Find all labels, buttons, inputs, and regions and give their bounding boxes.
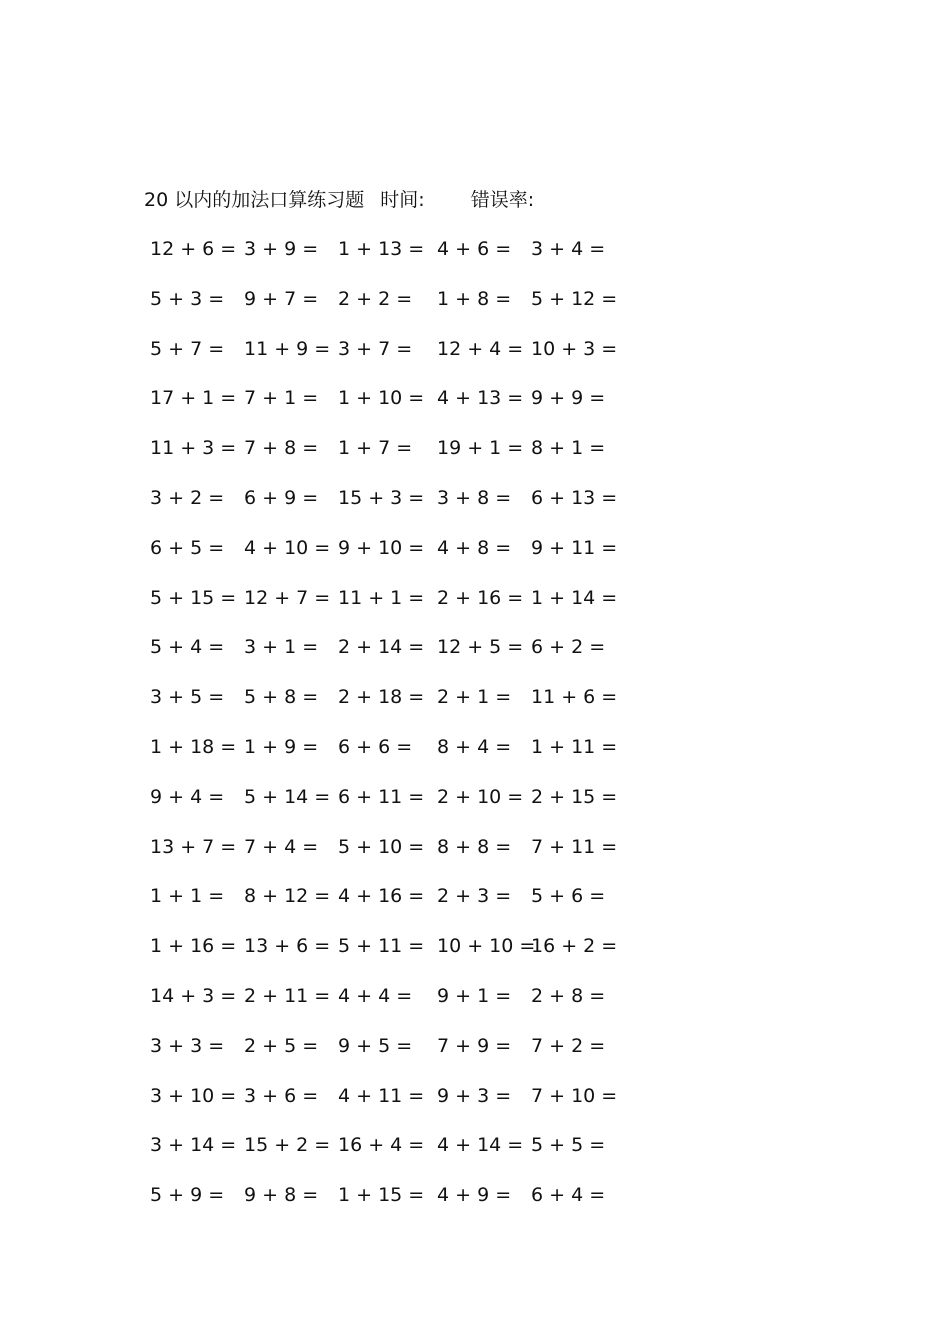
problem-item: 6 + 6 =	[338, 735, 413, 758]
problem-row	[150, 286, 650, 336]
problem-row	[150, 834, 650, 884]
problem-item: 11 + 1 =	[338, 586, 425, 609]
problem-item: 12 + 7 =	[244, 586, 331, 609]
problem-item: 1 + 9 =	[244, 735, 319, 758]
worksheet-title: 20 以内的加法口算练习题	[144, 189, 365, 211]
problem-item: 5 + 9 =	[150, 1184, 225, 1207]
time-label: 时间:	[380, 189, 425, 211]
problem-item: 3 + 6 =	[244, 1084, 319, 1107]
problem-item: 5 + 5 =	[531, 1134, 606, 1157]
problem-item: 4 + 13 =	[437, 387, 524, 410]
problem-item: 4 + 9 =	[437, 1184, 512, 1207]
problem-item: 13 + 7 =	[150, 835, 237, 858]
problem-item: 2 + 11 =	[244, 984, 331, 1007]
problem-item: 9 + 3 =	[437, 1084, 512, 1107]
problem-item: 8 + 4 =	[437, 735, 512, 758]
problem-item: 5 + 8 =	[244, 686, 319, 709]
problem-item: 5 + 4 =	[150, 636, 225, 659]
problem-item: 7 + 9 =	[437, 1034, 512, 1057]
problem-item: 5 + 11 =	[338, 935, 425, 958]
problem-row	[150, 634, 650, 684]
problem-item: 12 + 5 =	[437, 636, 524, 659]
problem-item: 2 + 16 =	[437, 586, 524, 609]
problem-item: 12 + 6 =	[150, 238, 237, 260]
problem-item: 3 + 3 =	[150, 1034, 225, 1057]
problem-item: 4 + 14 =	[437, 1134, 524, 1157]
problem-row	[150, 336, 650, 386]
problem-item: 1 + 10 =	[338, 387, 425, 410]
error-rate-label: 错误率:	[470, 189, 535, 211]
problem-item: 13 + 6 =	[244, 935, 331, 958]
problem-item: 7 + 4 =	[244, 835, 319, 858]
problem-item: 2 + 15 =	[531, 785, 618, 808]
problem-item: 11 + 3 =	[150, 437, 237, 460]
problem-item: 15 + 3 =	[338, 486, 425, 509]
problem-item: 7 + 8 =	[244, 437, 319, 460]
problem-row	[150, 883, 650, 933]
problem-item: 9 + 1 =	[437, 984, 512, 1007]
problem-item: 3 + 5 =	[150, 686, 225, 709]
problem-item: 5 + 15 =	[150, 586, 237, 609]
problem-item: 1 + 8 =	[437, 287, 512, 310]
problem-row	[150, 485, 650, 535]
problem-item: 3 + 2 =	[150, 486, 225, 509]
problem-item: 11 + 9 =	[244, 337, 331, 360]
problem-row	[150, 734, 650, 784]
problem-item: 12 + 4 =	[437, 337, 524, 360]
problem-item: 3 + 1 =	[244, 636, 319, 659]
problem-item: 9 + 7 =	[244, 287, 319, 310]
problem-row	[150, 236, 650, 286]
problem-item: 3 + 7 =	[338, 337, 413, 360]
problem-item: 6 + 9 =	[244, 486, 319, 509]
problem-item: 1 + 7 =	[338, 437, 413, 460]
problem-item: 4 + 16 =	[338, 885, 425, 908]
problem-item: 16 + 4 =	[338, 1134, 425, 1157]
problem-item: 10 + 3 =	[531, 337, 618, 360]
problem-item: 1 + 1 =	[150, 885, 225, 908]
problem-item: 1 + 15 =	[338, 1184, 425, 1207]
problem-item: 10 + 10 =	[437, 935, 536, 958]
problem-item: 9 + 4 =	[150, 785, 225, 808]
problem-item: 14 + 3 =	[150, 984, 237, 1007]
problem-item: 19 + 1 =	[437, 437, 524, 460]
problem-item: 9 + 5 =	[338, 1034, 413, 1057]
problem-item: 7 + 10 =	[531, 1084, 618, 1107]
problem-item: 6 + 4 =	[531, 1184, 606, 1207]
problem-item: 2 + 14 =	[338, 636, 425, 659]
problem-item: 3 + 8 =	[437, 486, 512, 509]
problem-item: 2 + 5 =	[244, 1034, 319, 1057]
problem-row	[150, 1083, 650, 1133]
problem-item: 4 + 8 =	[437, 536, 512, 559]
problem-item: 4 + 6 =	[437, 238, 512, 260]
problem-row	[150, 684, 650, 734]
problem-item: 5 + 12 =	[531, 287, 618, 310]
problem-item: 2 + 10 =	[437, 785, 524, 808]
problem-item: 11 + 6 =	[531, 686, 618, 709]
problem-row	[150, 1033, 650, 1083]
problem-item: 3 + 4 =	[531, 238, 606, 260]
problem-item: 5 + 6 =	[531, 885, 606, 908]
problem-row	[150, 933, 650, 983]
problem-item: 8 + 8 =	[437, 835, 512, 858]
problem-item: 2 + 8 =	[531, 984, 606, 1007]
problem-row	[150, 1182, 650, 1232]
problem-item: 6 + 13 =	[531, 486, 618, 509]
problem-row	[150, 385, 650, 435]
problem-item: 6 + 5 =	[150, 536, 225, 559]
problem-item: 5 + 10 =	[338, 835, 425, 858]
problem-item: 4 + 11 =	[338, 1084, 425, 1107]
problem-item: 9 + 11 =	[531, 536, 618, 559]
problem-row	[150, 1132, 650, 1182]
problem-item: 2 + 18 =	[338, 686, 425, 709]
problem-item: 16 + 2 =	[531, 935, 618, 958]
problem-item: 9 + 10 =	[338, 536, 425, 559]
problem-item: 7 + 1 =	[244, 387, 319, 410]
problem-item: 8 + 12 =	[244, 885, 331, 908]
problem-item: 4 + 4 =	[338, 984, 413, 1007]
problem-item: 1 + 18 =	[150, 735, 237, 758]
problem-item: 9 + 9 =	[531, 387, 606, 410]
problem-row	[150, 983, 650, 1033]
problem-item: 7 + 2 =	[531, 1034, 606, 1057]
problem-item: 8 + 1 =	[531, 437, 606, 460]
problem-item: 5 + 3 =	[150, 287, 225, 310]
problem-item: 1 + 11 =	[531, 735, 618, 758]
problem-item: 2 + 2 =	[338, 287, 413, 310]
problem-item: 3 + 9 =	[244, 238, 319, 260]
problem-row	[150, 435, 650, 485]
problem-item: 6 + 11 =	[338, 785, 425, 808]
problem-item: 5 + 14 =	[244, 785, 331, 808]
problem-row	[150, 535, 650, 585]
problem-item: 17 + 1 =	[150, 387, 237, 410]
problem-grid	[150, 236, 650, 1232]
problem-item: 1 + 14 =	[531, 586, 618, 609]
problem-item: 9 + 8 =	[244, 1184, 319, 1207]
problem-item: 3 + 14 =	[150, 1134, 237, 1157]
problem-item: 15 + 2 =	[244, 1134, 331, 1157]
problem-item: 3 + 10 =	[150, 1084, 237, 1107]
problem-row	[150, 784, 650, 834]
problem-item: 6 + 2 =	[531, 636, 606, 659]
problem-item: 1 + 16 =	[150, 935, 237, 958]
problem-item: 4 + 10 =	[244, 536, 331, 559]
worksheet-header	[144, 186, 534, 214]
problem-item: 5 + 7 =	[150, 337, 225, 360]
problem-item: 1 + 13 =	[338, 238, 425, 260]
problem-row	[150, 585, 650, 635]
problem-item: 2 + 3 =	[437, 885, 512, 908]
problem-item: 7 + 11 =	[531, 835, 618, 858]
problem-item: 2 + 1 =	[437, 686, 512, 709]
